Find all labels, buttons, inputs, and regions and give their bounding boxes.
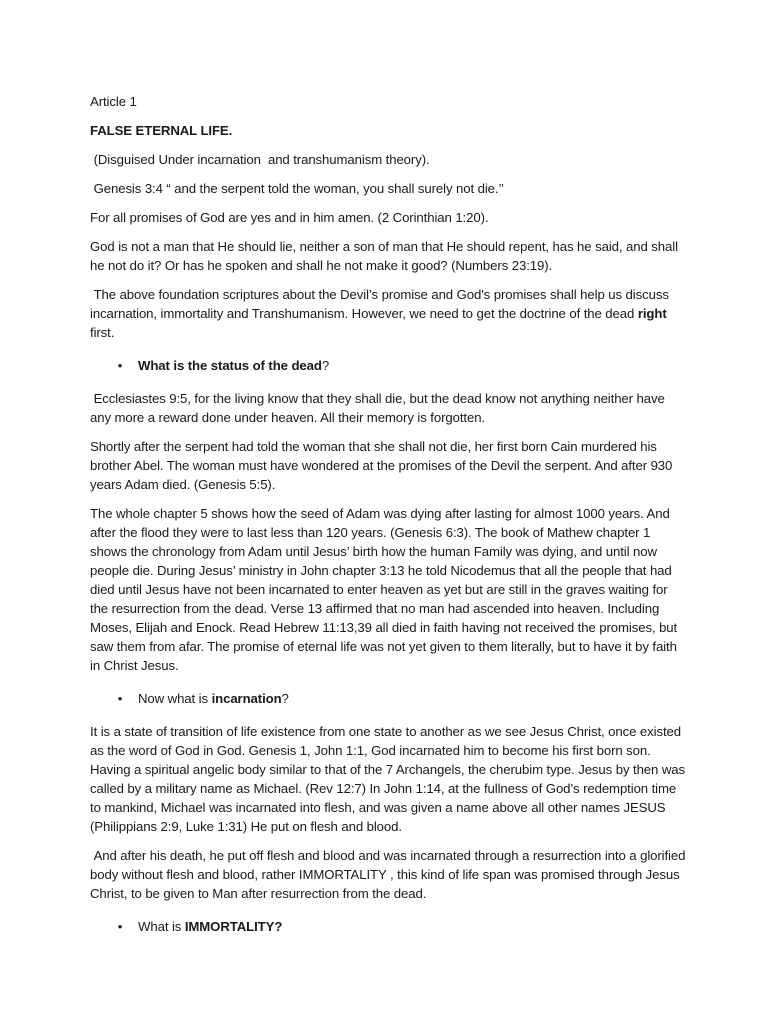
genesis-quote: Genesis 3:4 “ and the serpent told the woman, you shall surely not die.’’ bbox=[90, 181, 504, 196]
foundation-end: first. bbox=[90, 306, 671, 340]
numbers-paragraph: God is not a man that He should lie, neither a son of man that He should repent, has he said, and shall he not do it? Or has he spoken and shall he not make it good? (Numbers 23:19). bbox=[90, 239, 678, 273]
bullet-heading-text: Now what is bbox=[138, 691, 212, 706]
bullet-glyph: • bbox=[117, 919, 123, 934]
cain-paragraph: Shortly after the serpent had told the woman that she shall not die, her first born Cain murdered his brother Abel. The woman must have wondered at the promises of the Devil the serpent. And after 930 years Adam died. (Genesis 5:5). bbox=[90, 439, 673, 492]
document-title: FALSE ETERNAL LIFE. bbox=[90, 123, 233, 138]
foundation-paragraph bbox=[90, 285, 688, 342]
bullet-heading-end: ? bbox=[321, 358, 330, 373]
bullet-heading-bold: What is the status of the dead bbox=[138, 358, 322, 373]
foundation-text: The above foundation scriptures about the Devil’s promise and God's promises shall help us discuss incarnation, immortality and Transhumanism. However, we need to get the doctrine of the dead bbox=[90, 287, 673, 321]
bullet-heading-bold: IMMORTALITY? bbox=[184, 919, 283, 934]
bullet-heading-bold: incarnation bbox=[211, 691, 282, 706]
bullet-glyph: • bbox=[117, 358, 123, 373]
bullet-heading-text: What is bbox=[138, 919, 185, 934]
bullet-incarnation bbox=[90, 689, 688, 708]
document-subtitle: (Disguised Under incarnation and transhumanism theory). bbox=[90, 152, 430, 167]
bullet-heading-end: ? bbox=[281, 691, 289, 706]
bullet-immortality bbox=[90, 917, 688, 936]
ecclesiastes-paragraph: Ecclesiastes 9:5, for the living know that they shall die, but the dead know not anything neither have any more a reward done under heaven. All their memory is forgotten. bbox=[90, 391, 669, 425]
chapter5-paragraph: The whole chapter 5 shows how the seed of Adam was dying after lasting for almost 1000 years. And after the flood they were to last less than 120 years. (Genesis 6:3). The book of Mathew chapter 1 shows the chronology from Adam until Jesus’ birth how the human Family was dying, and until now people die. During Jesus’ ministry in John chapter 3:13 he told Nicodemus that all the people that had died until Jesus have not been incarnated to enter heaven as yet but are still in the graves waiting for the resurrection from the dead. Verse 13 affirmed that no man had ascended into heaven. Including Moses, Elijah and Enock. Read Hebrew 11:13,39 all died in faith having not received the promises, but saw them from afar. The promise of eternal life was not yet given to them literally, but to have it by faith in Christ Jesus. bbox=[90, 506, 678, 673]
article-label: Article 1 bbox=[90, 94, 137, 109]
foundation-bold: right bbox=[637, 306, 667, 321]
death-paragraph: And after his death, he put off flesh and blood and was incarnated through a resurrection into a glorified body without flesh and blood, rather IMMORTALITY , this kind of life span was promised through Jesus Christ, to be given to Man after resurrection from the dead. bbox=[90, 848, 689, 901]
bullet-glyph: • bbox=[117, 691, 123, 706]
promises-paragraph: For all promises of God are yes and in him amen. (2 Corinthian 1:20). bbox=[90, 210, 489, 225]
bullet-status-of-dead bbox=[90, 356, 688, 375]
incarnation-paragraph: It is a state of transition of life existence from one state to another as we see Jesus Christ, once existed as the word of God in God. Genesis 1, John 1:1, God incarnated him to become his first born son. Having a spiritual angelic body similar to that of the 7 Archangels, the cherubim type. Jesus by then was called by a military name as Michael. (Rev 12:7) In John 1:14, at the fullness of God’s redemption time to mankind, Michael was incarnated into flesh, and was given a name above all other names JESUS (Philippians 2:9, Luke 1:31) He put on flesh and blood. bbox=[90, 724, 685, 834]
